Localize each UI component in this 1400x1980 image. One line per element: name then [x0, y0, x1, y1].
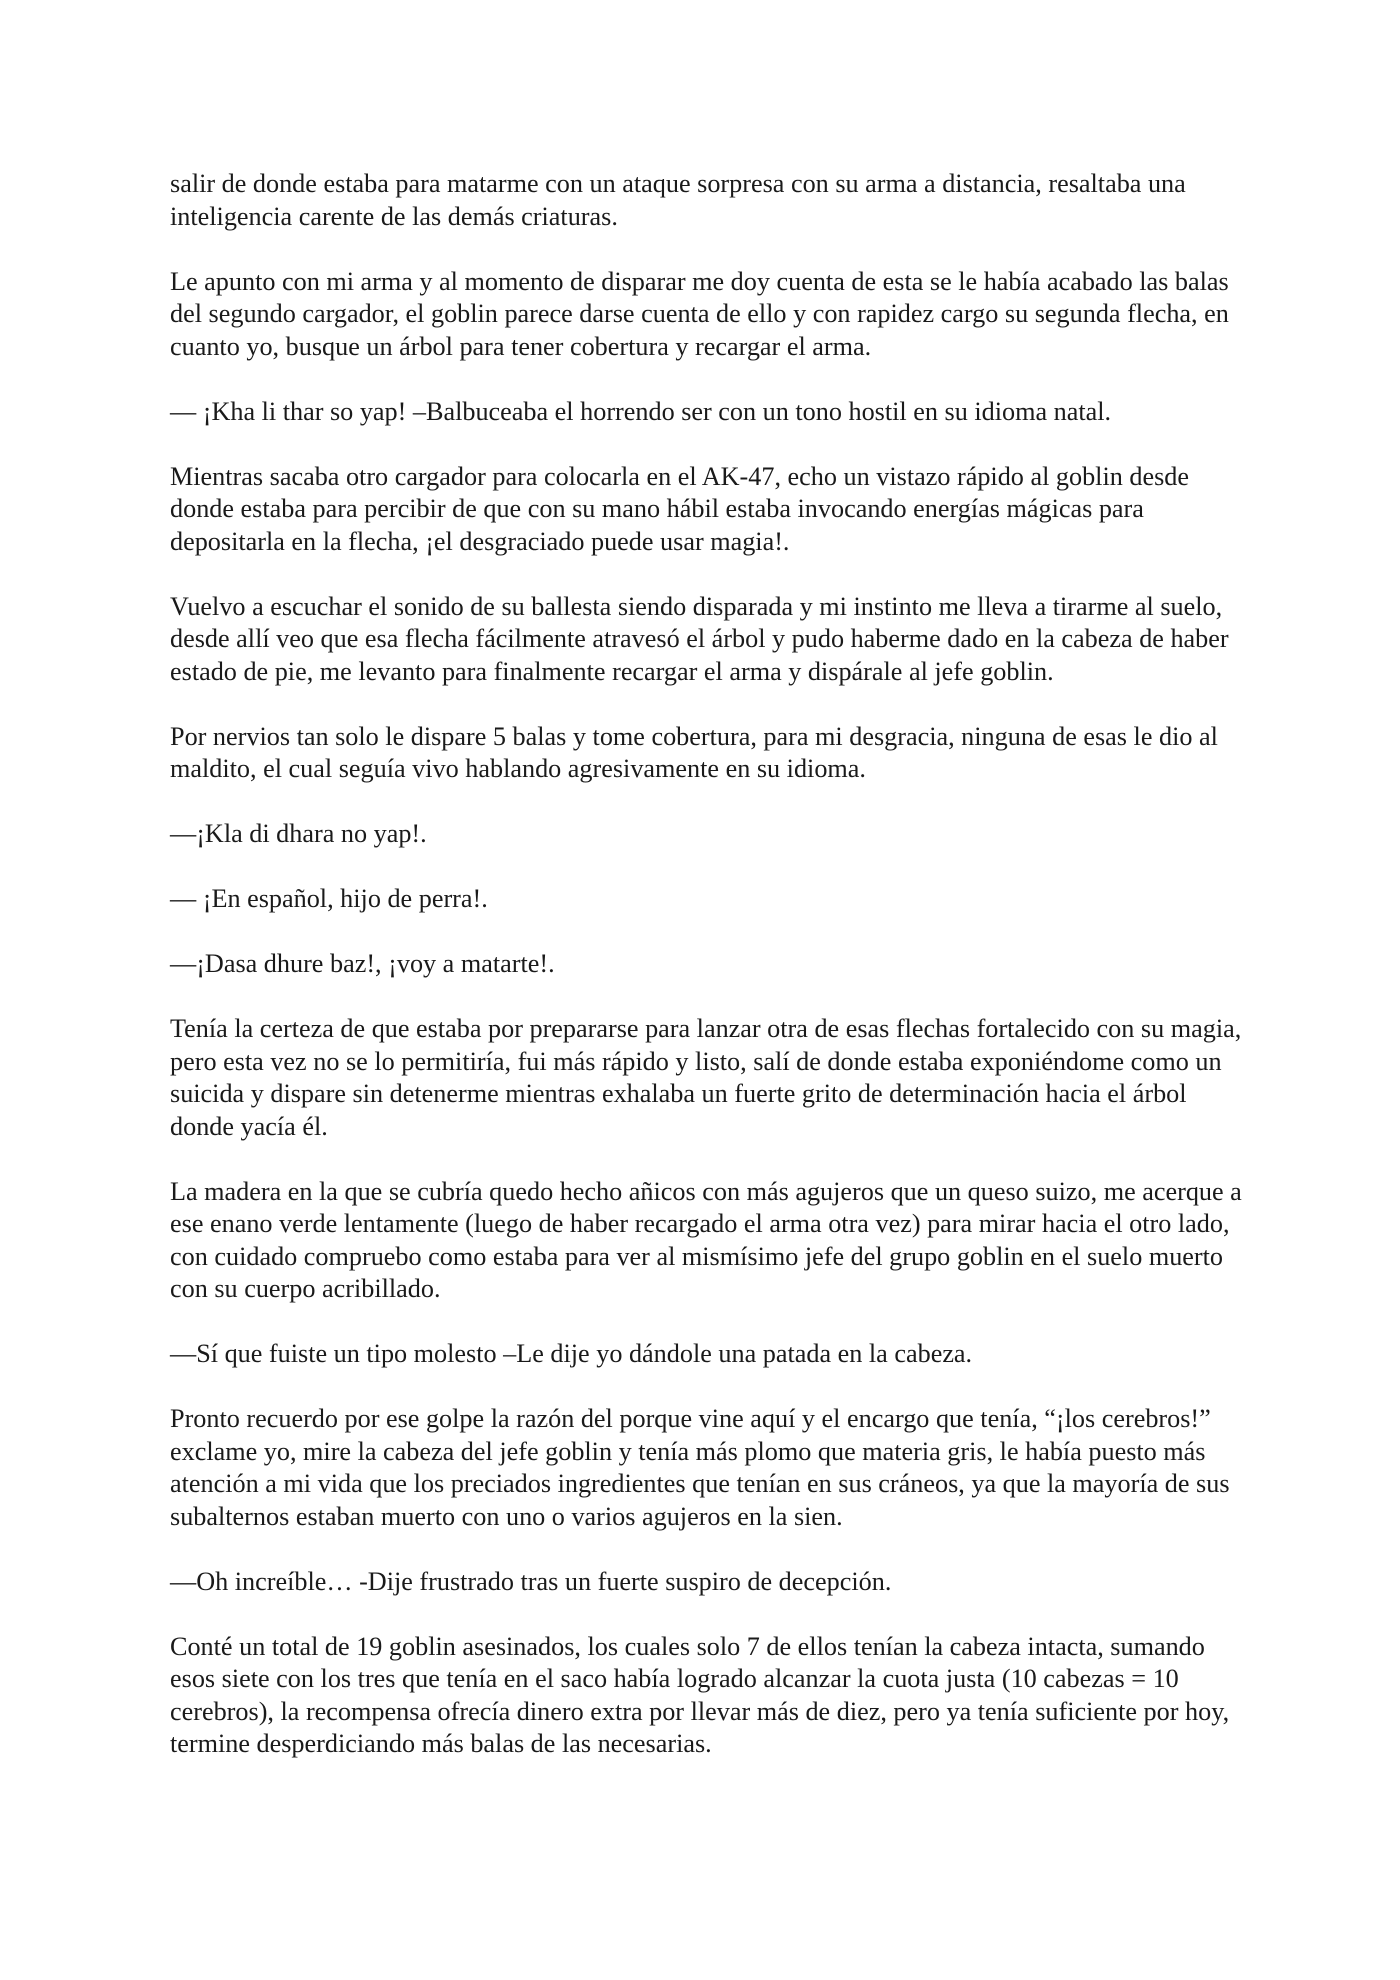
paragraph: Pronto recuerdo por ese golpe la razón del porque vine aquí y el encargo que tenía, “¡los cerebros!” exclame yo, mire la cabeza del jefe goblin y tenía más plomo que materia gris, le había puesto más atención a mi vida que los preciados ingredientes que tenían en sus cráneos, ya que la mayoría de sus subalternos estaban muerto con uno o varios agujeros en la sien. — [170, 1404, 1230, 1531]
paragraph: La madera en la que se cubría quedo hecho añicos con más agujeros que un queso suizo, me acerque a ese enano verde lentamente (luego de haber recargado el arma otra vez) para mirar hacia el otro lado, con cuidado compruebo como estaba para ver al mismísimo jefe del grupo goblin en el suelo muerto con su cuerpo acribillado. — [170, 1176, 1242, 1303]
paragraph: Vuelvo a escuchar el sonido de su ballesta siendo disparada y mi instinto me lleva a tirarme al suelo, desde allí veo que esa flecha fácilmente atravesó el árbol y pudo haberme dado en la cabeza de haber estado de pie, me levanto para finalmente recargar el arma y dispárale al jefe goblin. — [170, 591, 1229, 686]
paragraph: Mientras sacaba otro cargador para colocarla en el AK-47, echo un vistazo rápido al goblin desde donde estaba para percibir de que con su mano hábil estaba invocando energías mágicas para depositarla en la flecha, ¡el desgraciado puede usar magia!. — [170, 461, 1189, 556]
dialogue-line: —¡Kla di dhara no yap!. — [170, 819, 427, 848]
paragraph: Le apunto con mi arma y al momento de disparar me doy cuenta de esta se le había acabado las balas del segundo cargador, el goblin parece darse cuenta de ello y con rapidez cargo su segunda flecha, en cuanto yo, busque un árbol para tener cobertura y recargar el arma. — [170, 266, 1229, 361]
dialogue-line: — ¡Kha li thar so yap! –Balbuceaba el horrendo ser con un tono hostil en su idioma natal. — [170, 396, 1112, 426]
paragraph: salir de donde estaba para matarme con un ataque sorpresa con su arma a distancia, resaltaba una inteligencia carente de las demás criaturas. — [170, 169, 1186, 231]
paragraph: Tenía la certeza de que estaba por prepararse para lanzar otra de esas flechas fortalecido con su magia, pero esta vez no se lo permitiría, fui más rápido y listo, salí de donde estaba exponiéndome como un suicida y dispare sin detenerme mientras exhalaba un fuerte grito de determinación hacia el árbol donde yacía él. — [170, 1014, 1242, 1141]
paragraph: Conté un total de 19 goblin asesinados, los cuales solo 7 de ellos tenían la cabeza intacta, sumando esos siete con los tres que tenía en el saco había logrado alcanzar la cuota justa (10 cabezas = 10 cerebros), la recompensa ofrecía dinero extra por llevar más de diez, pero ya tenía suficiente por hoy, termine desperdiciando más balas de las necesarias. — [170, 1631, 1230, 1758]
dialogue-line: — ¡En español, hijo de perra!. — [170, 884, 488, 913]
dialogue-line: —Sí que fuiste un tipo molesto –Le dije yo dándole una patada en la cabeza. — [170, 1339, 973, 1368]
dialogue-line: —¡Dasa dhure baz!, ¡voy a matarte!. — [170, 949, 555, 978]
body-text — [170, 168, 1250, 1761]
paragraph: Por nervios tan solo le dispare 5 balas y tome cobertura, para mi desgracia, ninguna de esas le dio al maldito, el cual seguía vivo hablando agresivamente en su idioma. — [170, 721, 1218, 783]
dialogue-line: —Oh increíble… -Dije frustrado tras un fuerte suspiro de decepción. — [170, 1566, 892, 1596]
